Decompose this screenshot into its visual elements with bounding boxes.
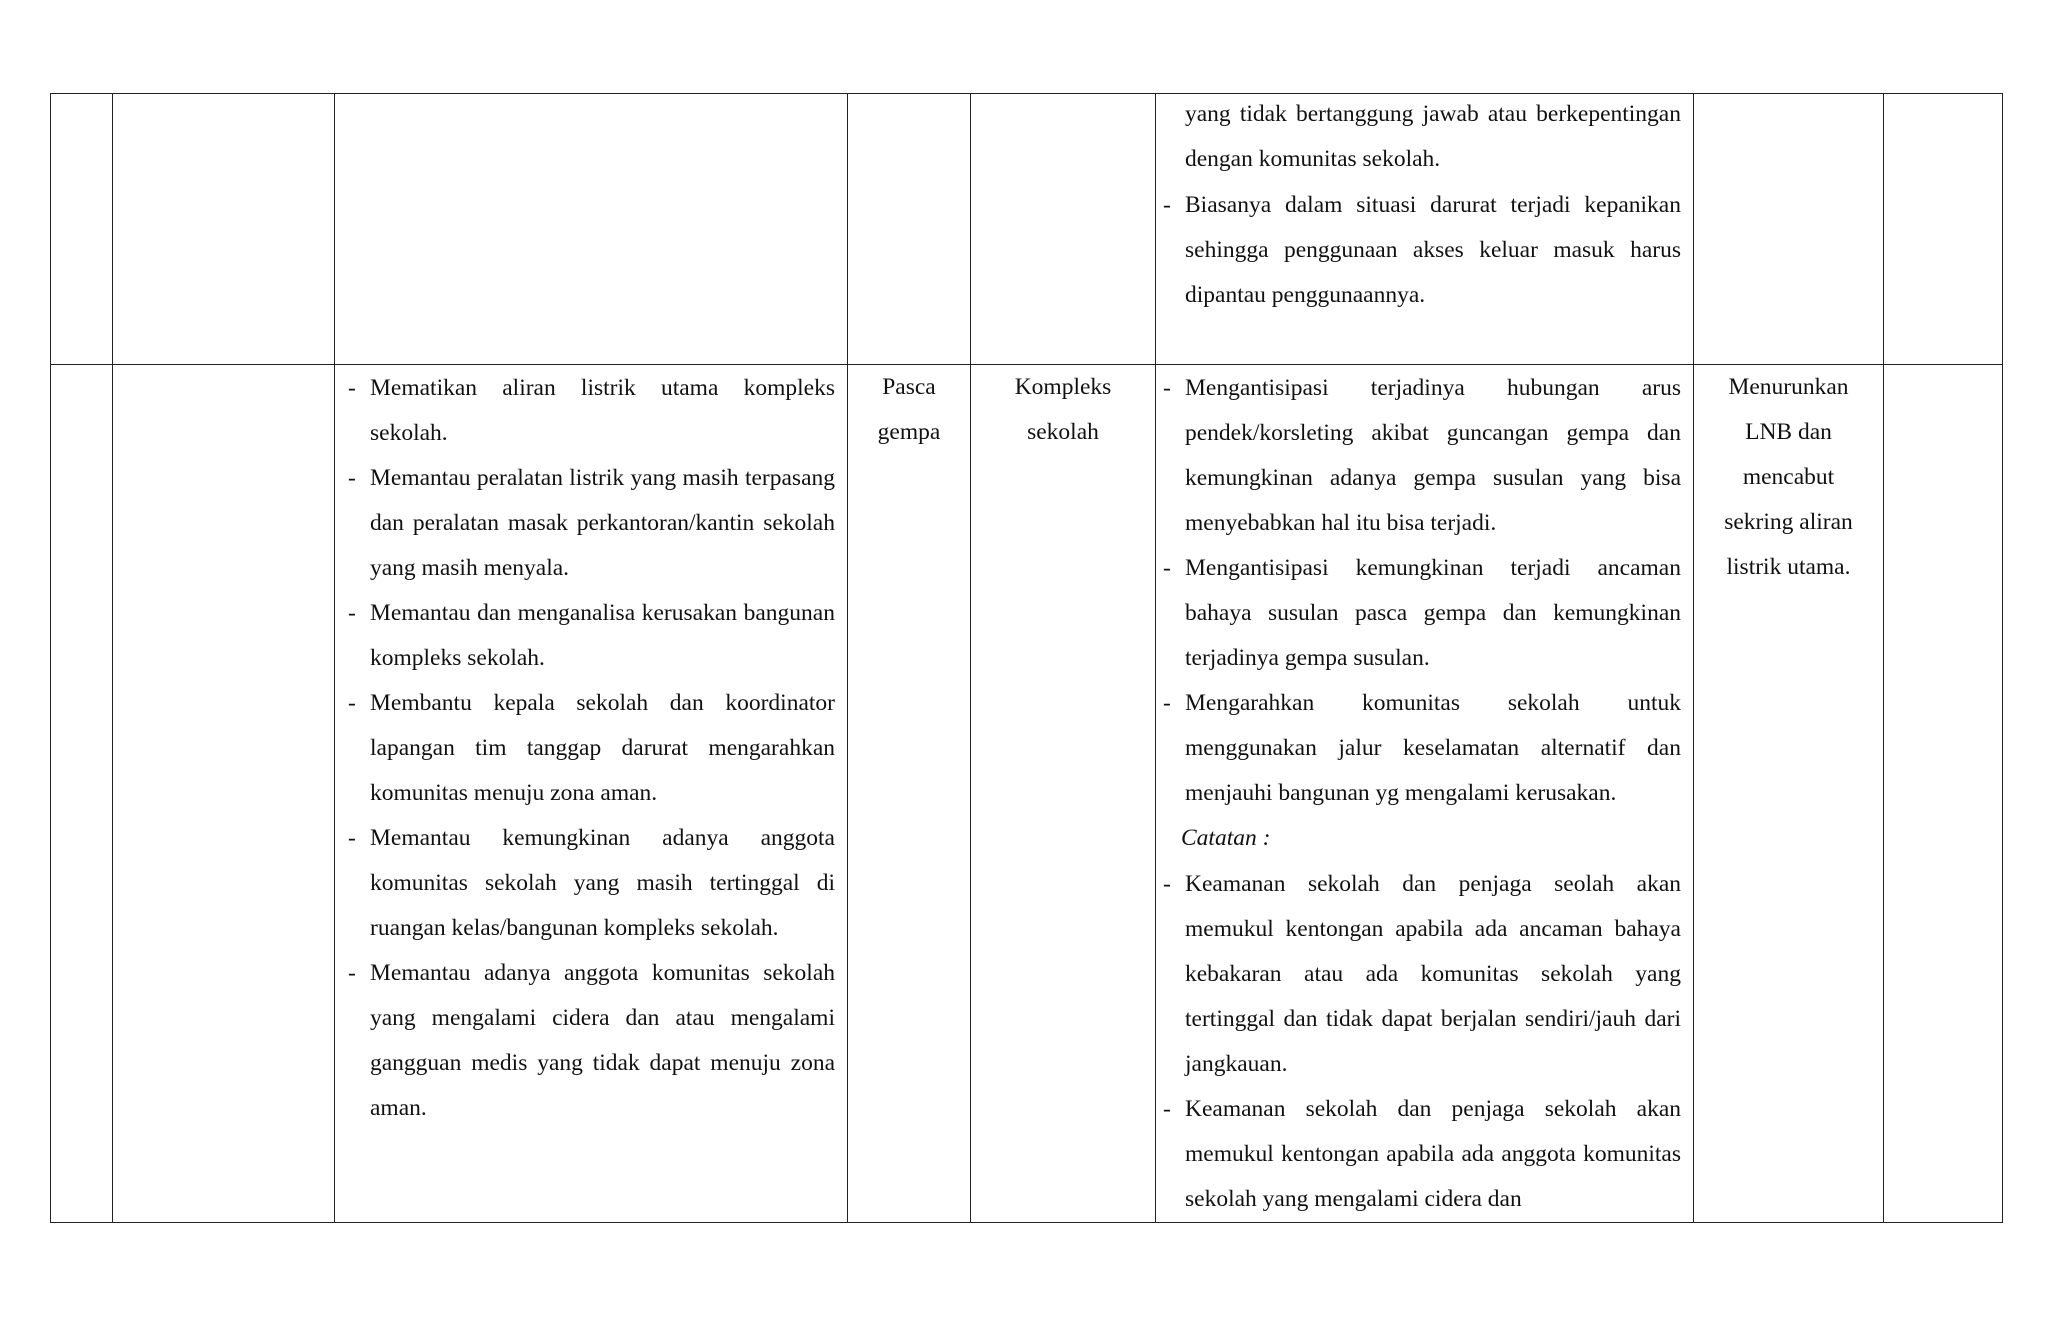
list-item: - Mengantisipasi terjadinya hubungan arus pendek/korsleting akibat guncangan gempa dan kemungkinan adanya gempa susulan yang bisa menyebabkan hal itu bisa terjadi. xyxy=(1185,366,1681,546)
location-text: sekolah xyxy=(1027,419,1099,445)
purpose-list xyxy=(1185,183,1681,318)
list-item: - Memantau dan menganalisa kerusakan bangunan kompleks sekolah. xyxy=(370,591,835,681)
purpose-cell xyxy=(1156,365,1694,1223)
number-cell xyxy=(51,94,113,365)
output-text: LNB dan xyxy=(1745,419,1832,445)
location-cell xyxy=(971,365,1156,1223)
list-item: - Membantu kepala sekolah dan koordinator lapangan tim tanggap darurat mengarahkan komunitas menuju zona aman. xyxy=(370,681,835,816)
number-cell xyxy=(51,365,113,1223)
output-cell xyxy=(1694,365,1884,1223)
notes-cell xyxy=(1884,94,2003,365)
note-label: Catatan : xyxy=(1181,825,1271,851)
list-item: - Biasanya dalam situasi darurat terjadi kepanikan sehingga penggunaan akses keluar masuk harus dipantau penggunaannya. xyxy=(1185,183,1681,318)
time-cell xyxy=(848,365,971,1223)
output-text: sekring aliran xyxy=(1724,509,1853,535)
output-text: mencabut xyxy=(1742,464,1835,490)
purpose-cell xyxy=(1156,94,1694,365)
note-list xyxy=(1185,862,1681,1222)
output-text: listrik utama. xyxy=(1726,554,1851,580)
location-cell xyxy=(971,94,1156,365)
output-cell xyxy=(1694,94,1884,365)
time-cell xyxy=(848,94,971,365)
activity-cell xyxy=(335,94,848,365)
table-row xyxy=(51,365,2003,1223)
purpose-list xyxy=(1185,366,1681,816)
list-item: - Memantau adanya anggota komunitas sekolah yang mengalami cidera dan atau mengalami gangguan medis yang tidak dapat menuju zona aman. xyxy=(370,951,835,1131)
list-item: - Mengarahkan komunitas sekolah untuk menggunakan jalur keselamatan alternatif dan menjauhi bangunan yg mengalami kerusakan. xyxy=(1185,681,1681,816)
table-row xyxy=(51,94,2003,365)
time-text: Pasca xyxy=(882,374,936,400)
procedure-table xyxy=(50,93,2003,1223)
list-item: - Keamanan sekolah dan penjaga sekolah akan memukul kentongan apabila ada anggota komunitas sekolah yang mengalami cidera dan xyxy=(1185,1087,1681,1222)
list-item: - Mengantisipasi kemungkinan terjadi ancaman bahaya susulan pasca gempa dan kemungkinan terjadinya gempa susulan. xyxy=(1185,546,1681,681)
stage-cell xyxy=(113,365,335,1223)
list-item: - Keamanan sekolah dan penjaga seolah akan memukul kentongan apabila ada ancaman bahaya kebakaran atau ada komunitas sekolah yang tertinggal dan tidak dapat berjalan sendiri/jauh dari jangkauan. xyxy=(1185,862,1681,1087)
activity-list xyxy=(370,366,835,1131)
list-item: - Mematikan aliran listrik utama kompleks sekolah. xyxy=(370,366,835,456)
stage-cell xyxy=(113,94,335,365)
activity-cell xyxy=(335,365,848,1223)
list-item: - Memantau kemungkinan adanya anggota komunitas sekolah yang masih tertinggal di ruangan kelas/bangunan kompleks sekolah. xyxy=(370,816,835,951)
time-text: gempa xyxy=(877,419,941,445)
location-text: Kompleks xyxy=(1014,374,1112,400)
notes-cell xyxy=(1884,365,2003,1223)
purpose-continuation: yang tidak bertanggung jawab atau berkepentingan dengan komunitas sekolah. xyxy=(1185,101,1681,172)
output-text: Menurunkan xyxy=(1728,374,1849,400)
list-item: - Memantau peralatan listrik yang masih terpasang dan peralatan masak perkantoran/kantin sekolah yang masih menyala. xyxy=(370,456,835,591)
